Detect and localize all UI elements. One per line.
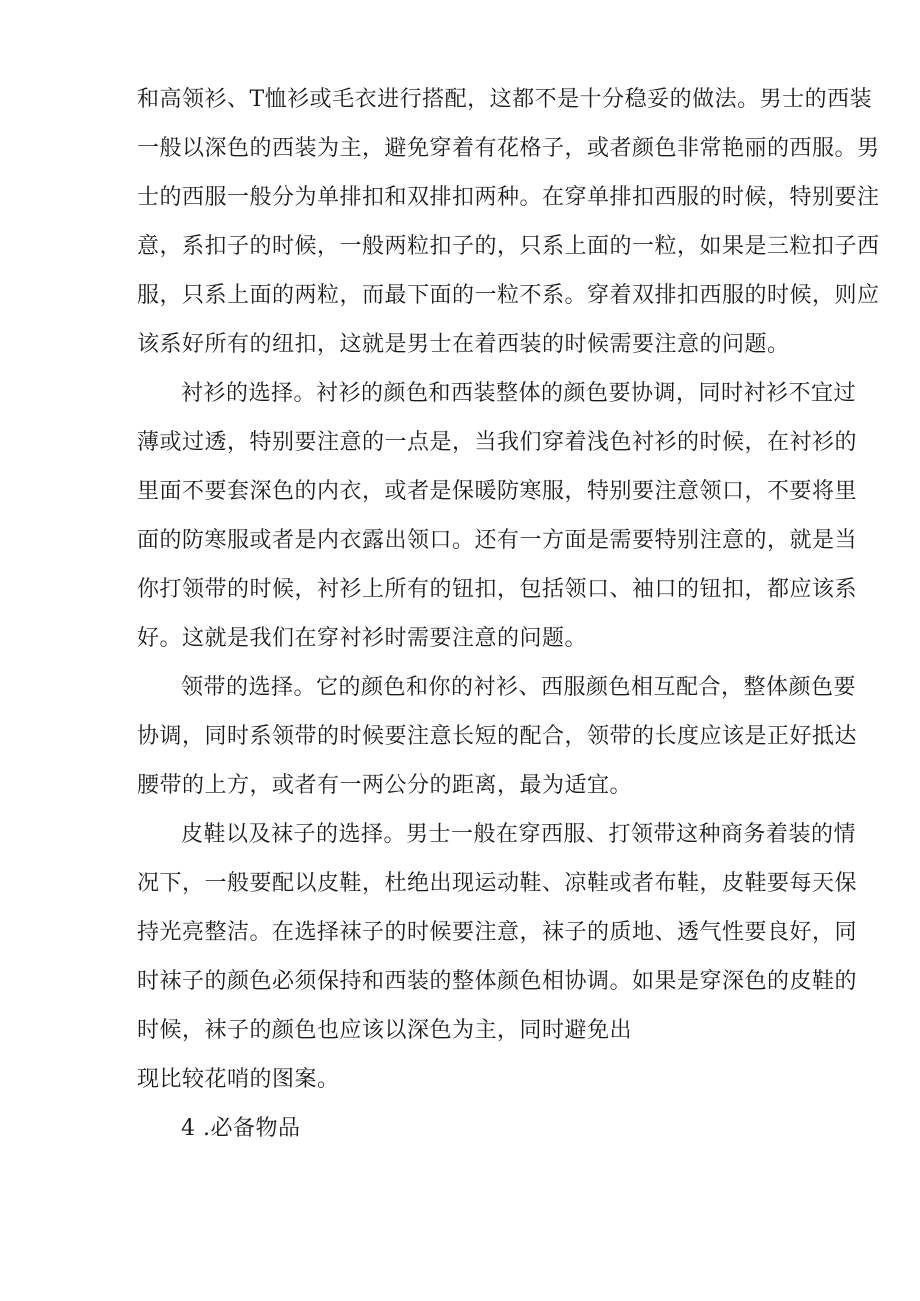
paragraph-first-line: 皮鞋以及袜子的选择。男士一般在穿西服、打领带这种商务着装的情 <box>181 822 857 847</box>
paragraph-line: 时袜子的颜色必须保持和西装的整体颜色相协调。如果是穿深色的皮鞋的 <box>137 969 858 994</box>
paragraph-line: 现比较花哨的图案。 <box>137 1067 340 1092</box>
paragraph-line: 腰带的上方，或者有一两公分的距离，最为适宜。 <box>137 773 633 798</box>
paragraph-line: 该系好所有的纽扣，这就是男士在着西装的时候需要注意的问题。 <box>137 332 790 357</box>
paragraph-line: 时候，袜子的颜色也应该以深色为主，同时避免出 <box>137 1018 633 1043</box>
paragraph-line: 里面不要套深色的内衣，或者是保暖防寒服，特别要注意领口，不要将里 <box>137 479 858 504</box>
paragraph-line: 和高领衫、T恤衫或毛衣进行搭配，这都不是十分稳妥的做法。男士的西装 <box>137 87 873 112</box>
paragraph-line: 服，只系上面的两粒，而最下面的一粒不系。穿着双排扣西服的时候，则应 <box>137 283 880 308</box>
paragraph-line: 好。这就是我们在穿衬衫时需要注意的问题。 <box>137 626 588 651</box>
paragraph-first-line: 衬衫的选择。衬衫的颜色和西装整体的颜色要协调，同时衬衫不宜过 <box>181 381 857 406</box>
paragraph-line: 协调，同时系领带的时候要注意长短的配合，领带的长度应该是正好抵达 <box>137 724 858 749</box>
paragraph-line: 士的西服一般分为单排扣和双排扣两种。在穿单排扣西服的时候，特别要注 <box>137 185 880 210</box>
paragraph-line: 你打领带的时候，衬衫上所有的钮扣，包括领口、袖口的钮扣，都应该系 <box>137 577 858 602</box>
paragraph-line: 一般以深色的西装为主，避免穿着有花格子，或者颜色非常艳丽的西服。男 <box>137 136 880 161</box>
paragraph-line: 意，系扣子的时候，一般两粒扣子的，只系上面的一粒，如果是三粒扣子西 <box>137 234 880 259</box>
paragraph-line: 面的防寒服或者是内衣露出领口。还有一方面是需要特别注意的，就是当 <box>137 528 858 553</box>
paragraph-first-line: 领带的选择。它的颜色和你的衬衫、西服颜色相互配合，整体颜色要 <box>181 675 857 700</box>
paragraph-line: 况下，一般要配以皮鞋，杜绝出现运动鞋、凉鞋或者布鞋，皮鞋要每天保 <box>137 871 858 896</box>
paragraph-line: 持光亮整洁。在选择袜子的时候要注意，袜子的质地、透气性要良好，同 <box>137 920 858 945</box>
section-heading: 4 .必备物品 <box>181 1116 301 1141</box>
paragraph-line: 薄或过透，特别要注意的一点是，当我们穿着浅色衬衫的时候，在衬衫的 <box>137 430 858 455</box>
